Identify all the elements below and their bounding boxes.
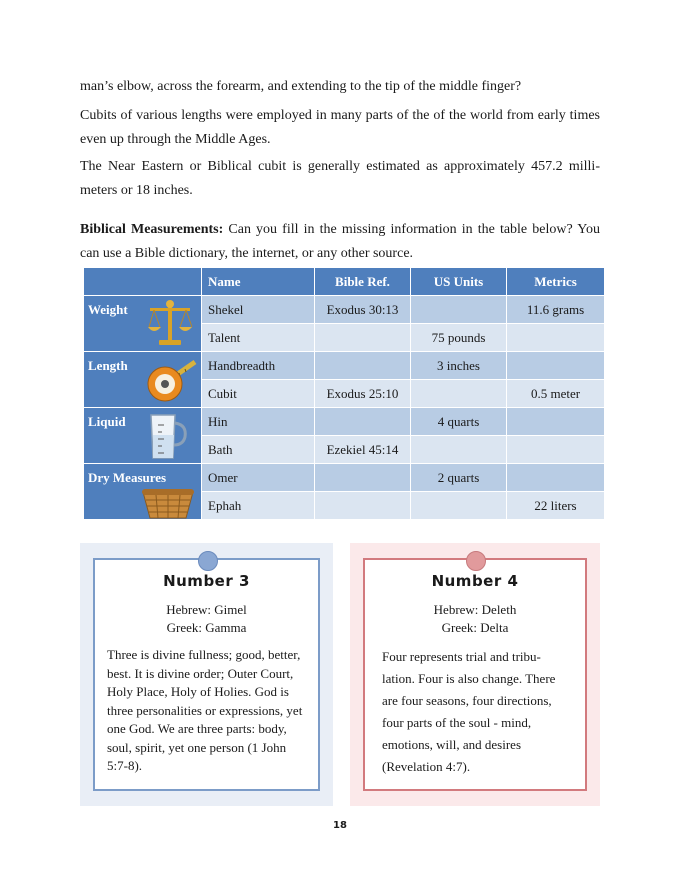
- cell-bible-ref: Exodus 30:13: [315, 296, 411, 324]
- cell-name: Omer: [202, 464, 315, 492]
- table-header-row: [84, 268, 605, 296]
- card-greek: Greek: Gamma: [166, 620, 247, 635]
- basket-icon: [141, 486, 195, 520]
- cell-bible-ref: Ezekiel 45:14: [315, 436, 411, 464]
- table-row: [84, 408, 605, 436]
- measuring-cup-icon: [145, 411, 189, 463]
- table-intro: [80, 218, 600, 266]
- paragraph-3: The Near Eastern or Biblical cubit is generally estimated as approximately 457.2 milli-meters or 18 inches.: [80, 159, 600, 198]
- paragraph-2: Cubits of various lengths were employed in many parts of the of the world from early times even up through the Middle Ages.: [80, 108, 600, 147]
- cell-bible-ref: [315, 408, 411, 436]
- cell-us-units: [411, 296, 507, 324]
- cell-bible-ref: [315, 352, 411, 380]
- table-row: [84, 296, 605, 324]
- card-title: Number 4: [431, 572, 519, 590]
- header-name: Name: [202, 268, 315, 296]
- cell-name: Bath: [202, 436, 315, 464]
- cell-metrics: [507, 464, 605, 492]
- category-label: Dry Measures: [88, 470, 167, 485]
- pin-icon: [198, 551, 218, 571]
- cell-metrics: [507, 408, 605, 436]
- table-row: [84, 464, 605, 492]
- measurements-table: [83, 267, 605, 520]
- note-card-number-4: [350, 543, 600, 806]
- cell-metrics: [507, 324, 605, 352]
- category-label: Weight: [88, 302, 128, 317]
- scale-icon: [147, 298, 193, 348]
- category-length: [84, 352, 202, 408]
- cell-metrics: 0.5 meter: [507, 380, 605, 408]
- card-title: Number 3: [163, 572, 250, 590]
- cell-us-units: 75 pounds: [411, 324, 507, 352]
- header-category: [84, 268, 202, 296]
- cell-metrics: 11.6 grams: [507, 296, 605, 324]
- cell-metrics: [507, 436, 605, 464]
- cell-us-units: [411, 436, 507, 464]
- header-metrics: Metrics: [507, 268, 605, 296]
- cell-metrics: 22 liters: [507, 492, 605, 520]
- cell-us-units: 3 inches: [411, 352, 507, 380]
- cell-bible-ref: Exodus 25:10: [315, 380, 411, 408]
- cell-us-units: 4 quarts: [411, 408, 507, 436]
- cell-name: Shekel: [202, 296, 315, 324]
- cell-name: Cubit: [202, 380, 315, 408]
- category-dry-measures: [84, 464, 202, 520]
- header-us-units: US Units: [411, 268, 507, 296]
- card-hebrew: Hebrew: Gimel: [166, 602, 247, 617]
- pin-icon: [466, 551, 486, 571]
- card-frame: [93, 558, 320, 791]
- cell-bible-ref: [315, 324, 411, 352]
- cell-us-units: [411, 380, 507, 408]
- card-body: Three is divine fullness; good, better, best. It is divine order; Outer Court, Holy Place, Holy of Holies. God is three personalities or expressions, yet one God. We are three parts: body, soul, spirit, yet one person (1 John 5:7-8).: [107, 647, 303, 773]
- cell-metrics: [507, 352, 605, 380]
- table-row: [84, 352, 605, 380]
- cell-bible-ref: [315, 464, 411, 492]
- cell-name: Talent: [202, 324, 315, 352]
- category-weight: [84, 296, 202, 352]
- category-label: Liquid: [88, 414, 126, 429]
- header-bible-ref: Bible Ref.: [315, 268, 411, 296]
- cell-name: Ephah: [202, 492, 315, 520]
- cell-us-units: 2 quarts: [411, 464, 507, 492]
- table-intro-text: Can you fill in the missing information in the table below? You can use a Bible dictionary, the internet, or any other source.: [80, 222, 600, 261]
- page-number: 18: [333, 820, 347, 831]
- cell-name: Hin: [202, 408, 315, 436]
- card-greek: Greek: Delta: [441, 620, 509, 635]
- category-label: Length: [88, 358, 128, 373]
- cell-bible-ref: [315, 492, 411, 520]
- paragraph-1: man’s elbow, across the forearm, and extending to the tip of the middle finger?: [80, 79, 522, 94]
- card-body: Four represents trial and tribu-lation. Four is also change. There are four seasons, four directions, four parts of the soul - mind, emotions, will, and desires (Revelation 4:7).: [382, 649, 556, 774]
- table-intro-lead: Biblical Measurements:: [80, 222, 224, 237]
- card-hebrew: Hebrew: Deleth: [433, 602, 517, 617]
- note-card-number-3: [80, 543, 333, 806]
- cell-us-units: [411, 492, 507, 520]
- card-frame: [363, 558, 587, 791]
- cell-name: Handbreadth: [202, 352, 315, 380]
- category-liquid: [84, 408, 202, 464]
- tape-measure-icon: [145, 358, 197, 408]
